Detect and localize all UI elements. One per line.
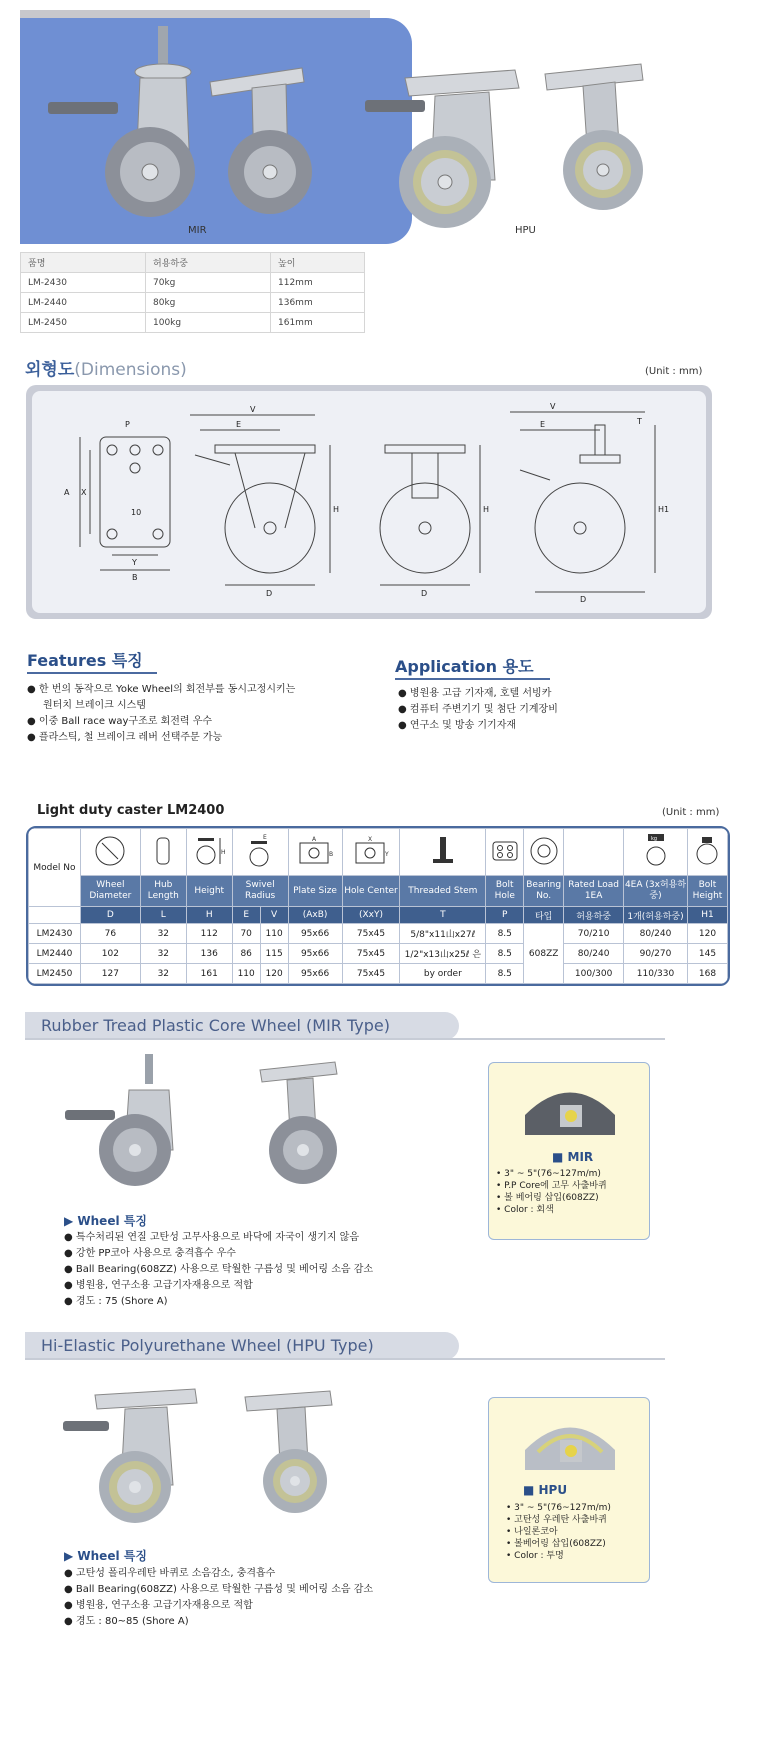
mini-header-cell: 허용하중 [146, 253, 271, 273]
swivel-icon-label: E [263, 833, 267, 841]
hpu-info-item: • 고탄성 우레탄 사출바퀴 [506, 1514, 646, 1526]
spec-table [28, 828, 728, 984]
mir-info-item: • Color : 회색 [496, 1204, 646, 1216]
symbol-cell: P [486, 907, 524, 924]
hpu-info-item: • 나일론코아 [506, 1526, 646, 1538]
cell-load1: 80/240 [564, 944, 624, 964]
height-icon-label: H [221, 848, 226, 856]
mini-cell: LM-2430 [21, 273, 146, 293]
dim-label-d-rigid: D [421, 589, 428, 598]
spec-row [29, 944, 728, 964]
load-icon-label: kg [650, 835, 657, 842]
mir-rigid-caster-image [210, 68, 312, 214]
hpu-rigid-caster-image [545, 64, 643, 210]
hpu-section-swivel-image [63, 1389, 197, 1523]
mini-cell: LM-2440 [21, 293, 146, 313]
load-4ea-icon [624, 829, 688, 876]
feature-item: ● 플라스틱, 철 브레이크 레버 선택주문 가능 [27, 730, 367, 746]
hpu-section-title: Hi-Elastic Polyurethane Wheel (HPU Type) [25, 1332, 459, 1360]
cell-l: 32 [140, 944, 186, 964]
cell-v: 120 [260, 964, 288, 984]
dim-label-v2: V [550, 402, 556, 411]
hpu-info-list [506, 1502, 646, 1562]
header-hole-center: Hole Center [342, 876, 400, 907]
bearing-icon [524, 829, 564, 876]
mir-wheel-list [64, 1230, 464, 1310]
hpu-info-item: • 3" ~ 5"(76~127m/m) [506, 1502, 646, 1514]
dim-label-x: X [81, 488, 87, 497]
header-swivel-radius: Swivel Radius [232, 876, 288, 907]
cell-l: 32 [140, 964, 186, 984]
mini-table-row [21, 313, 365, 333]
spec-row [29, 924, 728, 944]
bolt-hole-icon [486, 829, 524, 876]
swivel-brake-side-view [190, 415, 330, 585]
cell-p: 8.5 [486, 964, 524, 984]
cell-xy: 75x45 [342, 924, 400, 944]
wheel-diameter-icon [80, 829, 140, 876]
dim-label-v: V [250, 405, 256, 414]
cell-ab: 95x66 [288, 964, 342, 984]
plate-size-icon [288, 829, 342, 876]
cell-h: 136 [186, 944, 232, 964]
spec-table-unit: (Unit : mm) [662, 807, 720, 818]
dim-label-d3: D [580, 595, 587, 604]
features-list [27, 682, 367, 746]
symbol-blank [29, 907, 81, 924]
mir-section-caster-images [55, 1050, 355, 1190]
cell-bearing: 608ZZ [524, 924, 564, 984]
symbol-cell: H [186, 907, 232, 924]
feature-item: 원터치 브레이크 시스템 [43, 700, 146, 711]
dim-label-p: P [125, 420, 130, 429]
plate-icon-label-b: B [329, 850, 334, 858]
header-bolt-height: Bolt Height [687, 876, 727, 907]
application-list [398, 686, 738, 734]
header-hub-length: Hub Length [140, 876, 186, 907]
feature-item: ● 이중 Ball race way구조로 회전력 우수 [27, 714, 367, 730]
mir-caster-photos [40, 22, 380, 222]
features-title: Features 특징 [27, 651, 143, 670]
application-underline [395, 678, 550, 680]
symbol-cell: H1 [687, 907, 727, 924]
hpu-wheel-title: ▶ Wheel 특징 [64, 1549, 147, 1563]
cell-model: LM2450 [29, 964, 81, 984]
hole-center-icon [342, 829, 400, 876]
cell-model: LM2440 [29, 944, 81, 964]
mir-wheel-item: ● 경도 : 75 (Shore A) [64, 1294, 464, 1310]
cell-l: 32 [140, 924, 186, 944]
hpu-wheel-item: ● 경도 : 80~85 (Shore A) [64, 1614, 464, 1630]
symbol-cell: D [80, 907, 140, 924]
dim-label-y: Y [132, 558, 137, 567]
dimensions-title-en: (Dimensions) [74, 360, 187, 380]
mir-wheel-item: ● Ball Bearing(608ZZ) 사용으로 탁월한 구름성 및 베어링 소음 감소 [64, 1262, 464, 1278]
dim-label-10: 10 [131, 508, 142, 517]
mir-wheel-item: ● 병원용, 연구소용 고급기자재용으로 적합 [64, 1278, 464, 1294]
cell-model: LM2430 [29, 924, 81, 944]
symbol-cell: E [232, 907, 260, 924]
hpu-wheel-item: ● 병원용, 연구소용 고급기자재용으로 적합 [64, 1598, 464, 1614]
dimensions-unit: (Unit : mm) [645, 366, 703, 377]
cell-d: 127 [80, 964, 140, 984]
mini-table-row [21, 293, 365, 313]
hpu-caster-photos [365, 30, 695, 230]
mir-wheel-title: ▶ Wheel 특징 [64, 1214, 147, 1228]
mir-swivel-caster-image [48, 26, 195, 217]
mini-cell: 70kg [146, 273, 271, 293]
cell-e: 70 [232, 924, 260, 944]
dimensions-title-kr: 외형도 [25, 360, 75, 380]
dim-label-h: H [333, 505, 340, 514]
hpu-wheel-item: ● 고탄성 폴리우레탄 바퀴로 소음감소, 충격흡수 [64, 1566, 464, 1582]
mir-wheel-cutaway-image [520, 1075, 620, 1145]
spec-icon-row [29, 829, 728, 876]
mir-info-item: • P.P Core에 고무 사출바퀴 [496, 1180, 646, 1192]
cell-p: 8.5 [486, 924, 524, 944]
dim-label-d: D [266, 589, 273, 598]
header-height: Height [186, 876, 232, 907]
cell-xy: 75x45 [342, 964, 400, 984]
hpu-info-title: ■ HPU [523, 1483, 568, 1497]
hpu-info-item: • Color : 투명 [506, 1550, 646, 1562]
mir-info-item: • 3" ~ 5"(76~127m/m) [496, 1168, 646, 1180]
cell-h1: 120 [687, 924, 727, 944]
bolt-height-icon [687, 829, 727, 876]
hpu-wheel-list [64, 1566, 464, 1630]
cell-h: 161 [186, 964, 232, 984]
cell-v: 115 [260, 944, 288, 964]
mir-wheel-item: ● 강한 PP코아 사용으로 충격흡수 우수 [64, 1246, 464, 1262]
mir-section-swivel-image [65, 1054, 173, 1186]
cell-xy: 75x45 [342, 944, 400, 964]
mir-info-item: • 볼 베어링 삽입(608ZZ) [496, 1192, 646, 1204]
symbol-cell: T [400, 907, 486, 924]
mir-section-rigid-image [260, 1062, 337, 1184]
cell-e: 110 [232, 964, 260, 984]
symbol-cell: (AxB) [288, 907, 342, 924]
hpu-swivel-caster-image [365, 70, 519, 228]
plate-top-view [80, 437, 170, 570]
application-item: ● 컴퓨터 주변기기 및 첨단 기계장비 [398, 702, 738, 718]
height-icon [186, 829, 232, 876]
symbol-cell: V [260, 907, 288, 924]
cell-ab: 95x66 [288, 924, 342, 944]
symbol-cell: 1개(허용하중) [624, 907, 688, 924]
cell-d: 102 [80, 944, 140, 964]
mini-header-cell: 품명 [21, 253, 146, 273]
spec-symbol-row [29, 907, 728, 924]
dim-label-t: T [637, 417, 642, 426]
header-wheel-diameter: Wheel Diameter [80, 876, 140, 907]
cell-t: 1/2"x13山x25ℓ 은 [400, 944, 486, 964]
swivel-radius-icon [232, 829, 288, 876]
mini-table-row [21, 273, 365, 293]
hpu-section-line [25, 1358, 665, 1360]
header-bearing: Bearing No. [524, 876, 564, 907]
model-header: Model No [29, 829, 81, 907]
header-plate-size: Plate Size [288, 876, 342, 907]
symbol-cell: 허용하중 [564, 907, 624, 924]
cell-h1: 168 [687, 964, 727, 984]
dim-label-b: B [132, 573, 138, 582]
cell-t: by order [400, 964, 486, 984]
mir-caption: MIR [188, 225, 207, 236]
spec-table-title: Light duty caster LM2400 [37, 803, 225, 818]
cell-h: 112 [186, 924, 232, 944]
spec-row [29, 964, 728, 984]
rated-load-icon [564, 829, 624, 876]
dim-label-h1: H1 [658, 505, 670, 514]
mir-info-title: ■ MIR [552, 1150, 594, 1164]
header-rated-load: Rated Load 1EA [564, 876, 624, 907]
hole-icon-label-y: Y [384, 850, 389, 858]
cell-v: 110 [260, 924, 288, 944]
dim-label-e: E [236, 420, 242, 429]
cell-load1: 100/300 [564, 964, 624, 984]
cell-load4: 80/240 [624, 924, 688, 944]
dim-label-e2: E [540, 420, 546, 429]
cell-d: 76 [80, 924, 140, 944]
mini-cell: 136mm [271, 293, 365, 313]
header-bolt-hole: Bolt Hole [486, 876, 524, 907]
mini-cell: 80kg [146, 293, 271, 313]
dim-label-h-rigid: H [483, 505, 490, 514]
symbol-cell: L [140, 907, 186, 924]
dimensions-title [25, 355, 187, 380]
header-4ea: 4EA (3x허용하중) [624, 876, 688, 907]
spec-header-row [29, 876, 728, 907]
cell-load4: 90/270 [624, 944, 688, 964]
application-title: Application 용도 [395, 657, 534, 676]
mini-cell: 112mm [271, 273, 365, 293]
rigid-front-view [380, 445, 480, 585]
cell-ab: 95x66 [288, 944, 342, 964]
feature-item: ● 한 번의 동작으로 Yoke Wheel의 회전부를 동시고정시키는 [27, 682, 367, 698]
symbol-cell: (XxY) [342, 907, 400, 924]
mir-section-line [25, 1038, 665, 1040]
hole-icon-label-x: X [367, 835, 373, 843]
mir-section-title: Rubber Tread Plastic Core Wheel (MIR Type) [25, 1012, 459, 1040]
mir-info-list [496, 1168, 646, 1216]
dimension-drawings [40, 400, 700, 605]
cell-t: 5/8"x11山x27ℓ [400, 924, 486, 944]
dim-label-a: A [64, 488, 70, 497]
hpu-wheel-item: ● Ball Bearing(608ZZ) 사용으로 탁월한 구름성 및 베어링 소음 감소 [64, 1582, 464, 1598]
top-gray-bar [20, 10, 370, 18]
hpu-info-item: • 볼베어링 삽입(608ZZ) [506, 1538, 646, 1550]
mini-cell: 100kg [146, 313, 271, 333]
cell-e: 86 [232, 944, 260, 964]
hub-length-icon [140, 829, 186, 876]
plate-icon-label-a: A [312, 835, 317, 843]
features-underline [27, 672, 157, 674]
threaded-stem-icon [400, 829, 486, 876]
cell-h1: 145 [687, 944, 727, 964]
spec-table-frame [26, 826, 730, 986]
application-item: ● 연구소 및 방송 기기자재 [398, 718, 738, 734]
header-threaded-stem: Threaded Stem [400, 876, 486, 907]
mir-wheel-item: ● 특수처리된 연질 고탄성 고무사용으로 바닥에 자국이 생기지 않음 [64, 1230, 464, 1246]
threaded-swivel-side-view [510, 412, 655, 592]
hpu-wheel-cutaway-image [520, 1410, 620, 1480]
symbol-cell: 타입 [524, 907, 564, 924]
application-item: ● 병원용 고급 기자재, 호텔 서빙카 [398, 686, 738, 702]
cell-p: 8.5 [486, 944, 524, 964]
mini-cell: 161mm [271, 313, 365, 333]
cell-load1: 70/210 [564, 924, 624, 944]
mini-header-cell: 높이 [271, 253, 365, 273]
mini-spec-table [20, 252, 365, 333]
hpu-section-caster-images [55, 1385, 355, 1525]
mini-cell: LM-2450 [21, 313, 146, 333]
cell-load4: 110/330 [624, 964, 688, 984]
hpu-section-rigid-image [245, 1391, 332, 1513]
hpu-caption: HPU [515, 225, 536, 236]
mini-table-header [21, 253, 365, 273]
